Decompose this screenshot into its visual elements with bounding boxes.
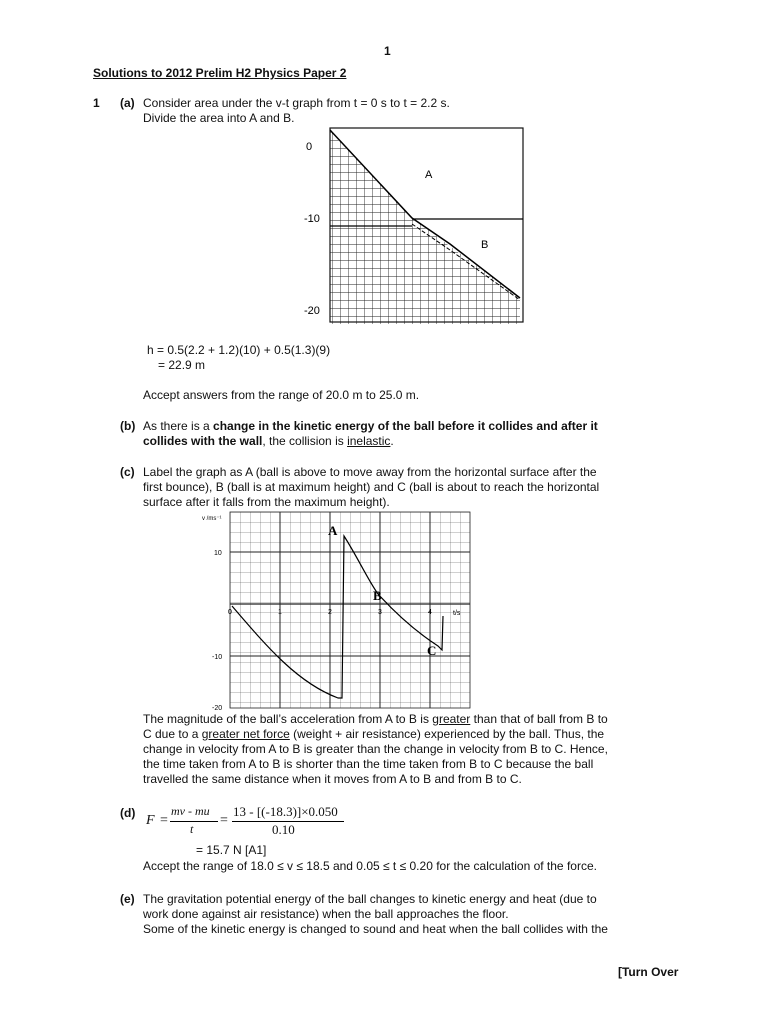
part-a-accept: Accept answers from the range of 20.0 m to 25.0 m. [143,388,420,402]
y-axis-label: v /ms⁻¹ [202,516,222,522]
part-c-line1: Label the graph as A (ball is above to move away from the horizontal surface after the [143,465,597,479]
part-d-result: = 15.7 N [A1] [196,843,267,857]
xtick-0: 0 [228,609,232,616]
part-c-expl1-b: than that of ball from B to [470,712,608,726]
point-c-label: C [427,643,437,658]
region-b-label: B [481,239,489,251]
part-b-text1: As there is a [143,419,214,433]
xtick-2: 2 [328,609,332,616]
page-number: 1 [384,44,391,58]
part-c-label: (c) [120,465,135,479]
fraction1-bar [170,821,218,822]
part-d-accept: Accept the range of 18.0 ≤ v ≤ 18.5 and 0.05 ≤ t ≤ 0.20 for the calculation of the force. [143,859,597,873]
part-c-expl5: travelled the same distance when it moves from A to B and from B to C. [143,772,522,786]
equals-1: = [160,813,168,828]
part-a-line1: Consider area under the v-t graph from t = 0 s to t = 2.2 s. [143,96,450,110]
part-c-expl2-a: C due to a [143,727,202,741]
part-b-underlined: inelastic [347,434,391,448]
part-b-line1 [143,419,598,434]
fraction1-denominator: t [190,822,194,836]
part-c-expl1-underlined: greater [432,712,471,726]
part-c-expl2 [143,727,604,742]
part-c-line2: first bounce), B (ball is at maximum height) and C (ball is about to reach the horizontal [143,480,600,494]
part-a-label: (a) [120,96,135,110]
force-symbol: F [146,813,155,828]
part-b-text3: . [390,434,394,448]
part-e-label: (e) [120,892,135,906]
xtick-3: 3 [378,609,382,616]
part-c-expl2-b: (weight + air resistance) experienced by the ball. Thus, the [289,727,605,741]
part-b-line2 [143,434,394,449]
ytick-minus10: -10 [212,654,223,661]
page-title: Solutions to 2012 Prelim H2 Physics Paper 2 [93,66,347,80]
ytick-minus20: -20 [212,705,223,712]
part-e-line3: Some of the kinetic energy is changed to sound and heat when the ball collides with the [143,922,608,936]
fraction2-denominator: 0.10 [272,822,295,837]
part-a-calc1: h = 0.5(2.2 + 1.2)(10) + 0.5(1.3)(9) [147,343,331,357]
part-e-line2: work done against air resistance) when the ball approaches the floor. [143,907,509,921]
footer-turn-over: [Turn Over [618,965,679,979]
part-c-line3: surface after it falls from the maximum height). [143,495,390,509]
part-b-label: (b) [120,419,136,433]
velocity-time-graph [198,508,478,712]
ytick-0: 0 [306,141,313,153]
ytick-m10: -10 [304,213,320,225]
point-a-label: A [328,523,338,538]
ytick-m20: -20 [304,305,320,317]
equals-2: = [220,813,228,828]
question-number: 1 [93,96,100,110]
fraction1-numerator: mv - mu [171,804,210,818]
region-a-label: A [425,169,433,181]
part-d-label: (d) [120,806,136,820]
part-a-line2: Divide the area into A and B. [143,111,295,125]
part-c-expl2-underlined: greater net force [201,727,290,741]
part-b-text2: , the collision is [262,434,348,448]
ytick-10: 10 [214,550,222,557]
part-a-calc2: = 22.9 m [158,358,206,372]
part-c-expl4: the time taken from A to B is shorter than the time taken from B to C because the ball [143,757,594,771]
part-b-bold1: change in the kinetic energy of the ball before it collides and after it [213,419,598,433]
vt-graph-area [300,124,530,324]
fraction2-numerator: 13 - [(-18.3)]×0.050 [233,804,338,819]
part-c-expl1 [143,712,608,727]
part-b-bold2: collides with the wall [143,434,263,448]
xtick-4: 4 [428,609,432,616]
xtick-1: 1 [278,609,282,616]
part-c-expl1-a: The magnitude of the ball’s acceleration from A to B is [143,712,433,726]
point-b-label: B [373,588,382,603]
part-c-expl3: change in velocity from A to B is greater than the change in velocity from B to C. Hence, [143,742,608,756]
part-e-line1: The gravitation potential energy of the ball changes to kinetic energy and heat (due to [143,892,597,906]
x-axis-label: t/s [453,610,461,617]
